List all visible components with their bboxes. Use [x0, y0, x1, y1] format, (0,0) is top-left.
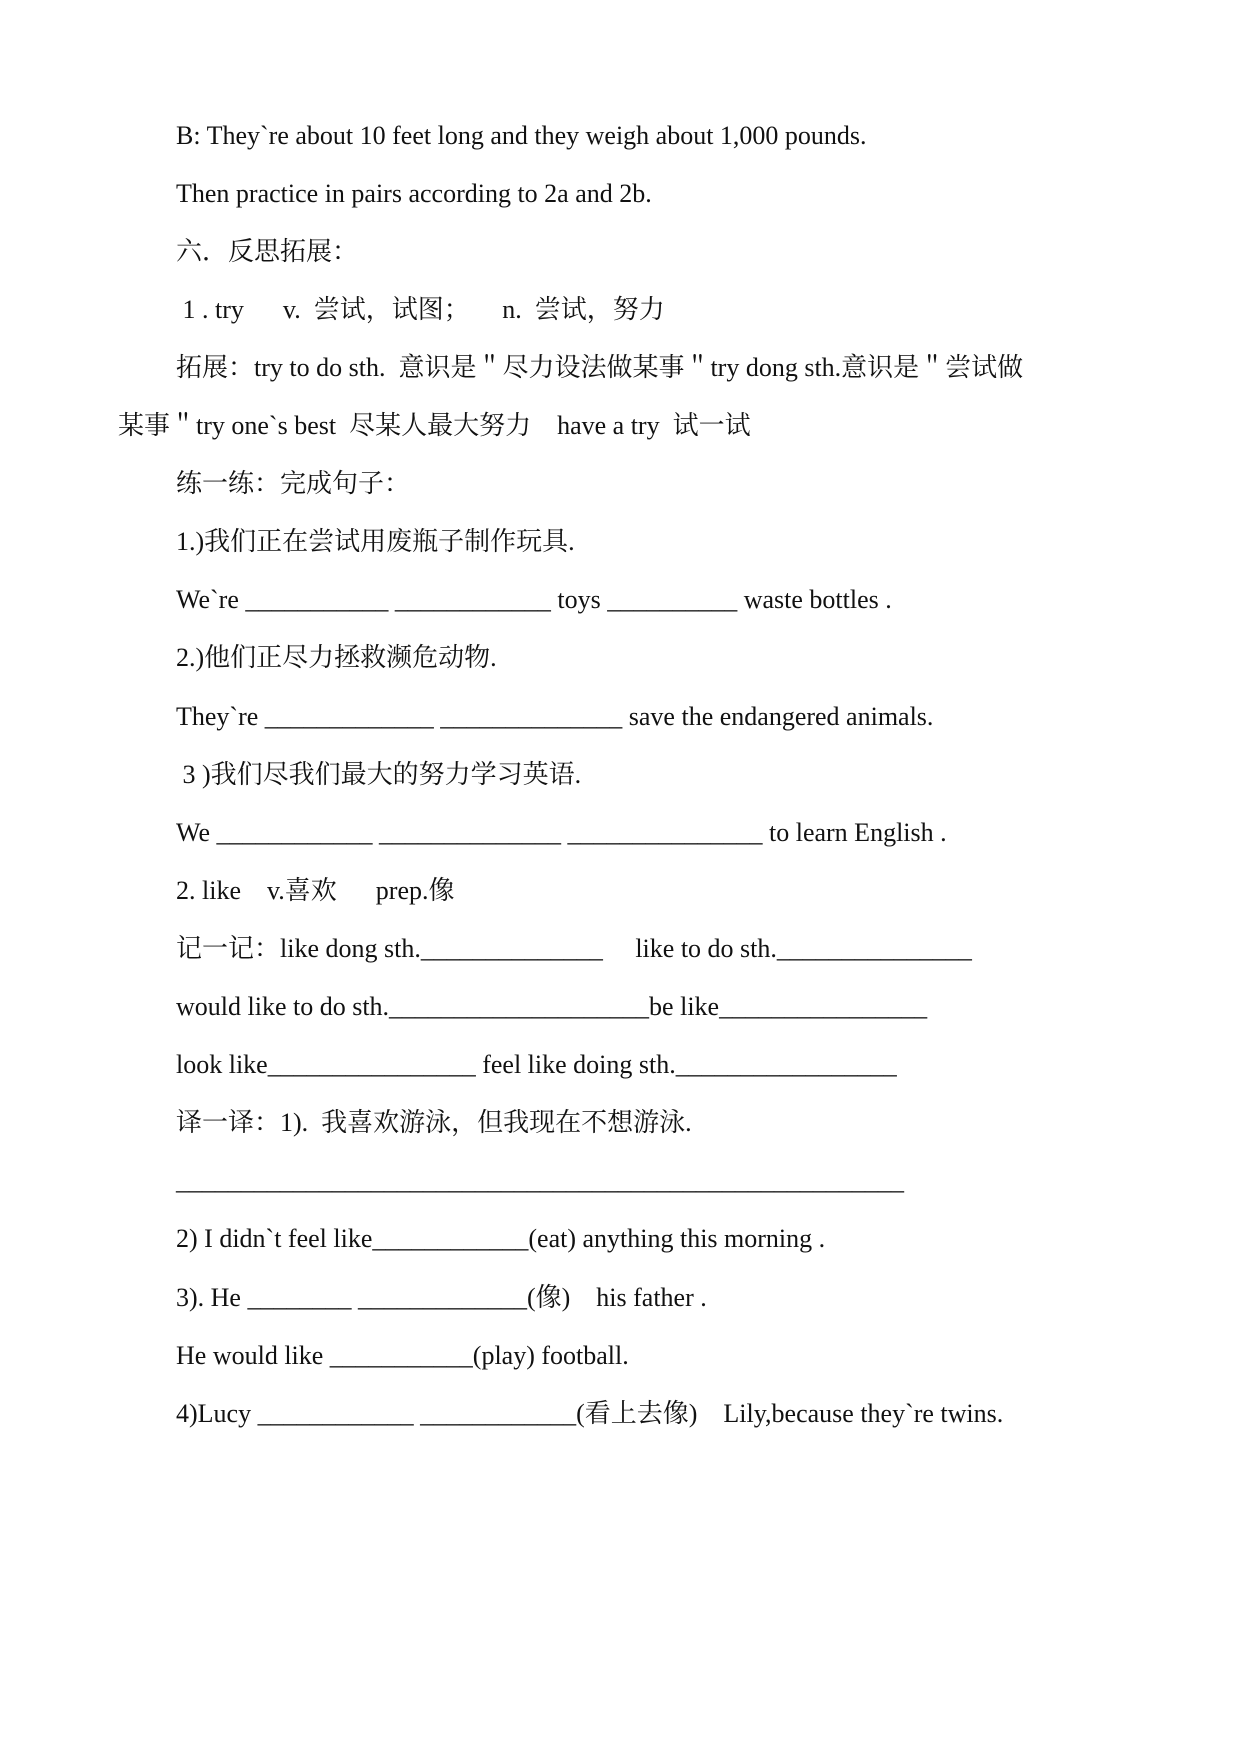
translate-item-2: 2) I didn`t feel like____________(eat) anything this morning . — [176, 1224, 826, 1253]
section-heading: 六．反思拓展： — [176, 237, 359, 266]
exercise-2-prompt: 2.)他们正尽力拯救濒危动物. — [176, 643, 497, 672]
exercise-3-prompt: 3 )我们尽我们最大的努力学习英语. — [176, 760, 582, 789]
memorize-line-2: would like to do sth.____________________be like________________ — [176, 992, 928, 1021]
translate-item-3: 3). He ________ _____________(像) his father . — [176, 1283, 707, 1312]
translate-prompt: 译一译：1). 我喜欢游泳，但我现在不想游泳. — [176, 1108, 692, 1137]
memorize-line-3: look like________________ feel like doing sth._________________ — [176, 1050, 897, 1079]
extension-line: 拓展：try to do sth. 意识是＂尽力设法做某事＂try dong sth.意识是＂尝试做 — [176, 353, 1024, 382]
exercise-1-blank: We`re ___________ ____________ toys __________ waste bottles . — [176, 585, 892, 614]
exercise-3-blank: We ____________ ______________ _______________ to learn English . — [176, 818, 947, 847]
memorize-line-1: 记一记：like dong sth.______________ like to do sth._______________ — [176, 934, 972, 963]
translate-answer-blank: ________________________________________________________ — [176, 1166, 904, 1195]
instruction-line: Then practice in pairs according to 2a and 2b. — [176, 179, 652, 208]
exercise-1-prompt: 1.)我们正在尝试用废瓶子制作玩具. — [176, 527, 575, 556]
extension-line-continued: 某事＂try one`s best 尽某人最大努力 have a try 试一试 — [118, 411, 751, 440]
vocab-like-line: 2. like v.喜欢 prep.像 — [176, 876, 455, 905]
dialogue-line-b: B: They`re about 10 feet long and they weigh about 1,000 pounds. — [176, 121, 867, 150]
translate-item-3b: He would like ___________(play) football. — [176, 1341, 629, 1370]
vocab-try-line: 1 . try v. 尝试，试图； n. 尝试，努力 — [176, 295, 665, 324]
translate-item-4: 4)Lucy ____________ ____________(看上去像) Lily,because they`re twins. — [176, 1399, 1004, 1428]
exercise-2-blank: They`re _____________ ______________ save the endangered animals. — [176, 702, 934, 731]
exercise-heading: 练一练：完成句子： — [176, 469, 411, 498]
